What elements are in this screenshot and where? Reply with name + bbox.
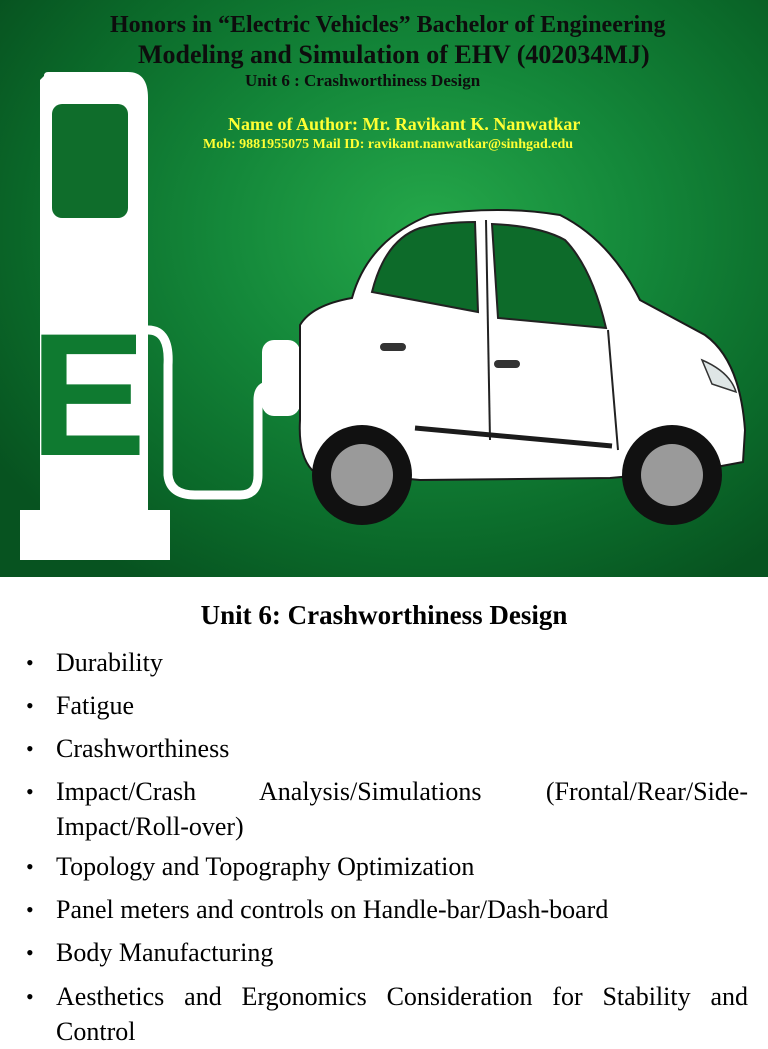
charger-letter: E <box>29 298 147 493</box>
bullet-icon: • <box>26 779 34 804</box>
bullet-icon: • <box>26 854 34 879</box>
bullet-icon: • <box>26 897 34 922</box>
list-item <box>26 849 748 884</box>
list-item <box>26 731 748 766</box>
topic-list <box>26 645 748 1049</box>
electric-car-icon <box>300 210 745 525</box>
bullet-icon: • <box>26 940 34 965</box>
course-title: Modeling and Simulation of EHV (402034MJ) <box>138 40 650 69</box>
topic-text: Crashworthiness <box>56 734 230 763</box>
charger-screen <box>52 104 128 218</box>
bullet-icon: • <box>26 650 34 675</box>
slide-heading: Unit 6: Crashworthiness Design <box>200 600 568 630</box>
topic-text: Aesthetics and Ergonomics Consideration for Stability and Control <box>56 982 748 1046</box>
bullet-icon: • <box>26 736 34 761</box>
bullet-icon: • <box>26 693 34 718</box>
list-item <box>26 645 748 680</box>
charging-station-icon <box>20 72 170 560</box>
list-item <box>26 688 748 723</box>
author-name: Name of Author: Mr. Ravikant K. Nanwatkar <box>228 114 581 134</box>
author-contact: Mob: 9881955075 Mail ID: ravikant.nanwatkar@sinhgad.edu <box>203 137 574 152</box>
charging-cable <box>148 330 282 495</box>
list-item <box>26 935 748 970</box>
topic-text: Durability <box>56 648 163 677</box>
topic-text: Topology and Topography Optimization <box>56 852 475 881</box>
topic-text: Panel meters and controls on Handle-bar/Dash-board <box>56 895 609 924</box>
topic-text: Body Manufacturing <box>56 938 274 967</box>
topic-text: Impact/Crash Analysis/Simulations (Frontal/Rear/Side-Impact/Roll-over) <box>56 777 748 841</box>
topic-text: Fatigue <box>56 691 134 720</box>
list-item <box>26 774 748 844</box>
unit-subtitle: Unit 6 : Crashworthiness Design <box>245 71 481 90</box>
list-item <box>26 979 748 1049</box>
program-title: Honors in “Electric Vehicles” Bachelor of Engineering <box>110 12 666 38</box>
list-item <box>26 892 748 927</box>
bullet-icon: • <box>26 984 34 1009</box>
